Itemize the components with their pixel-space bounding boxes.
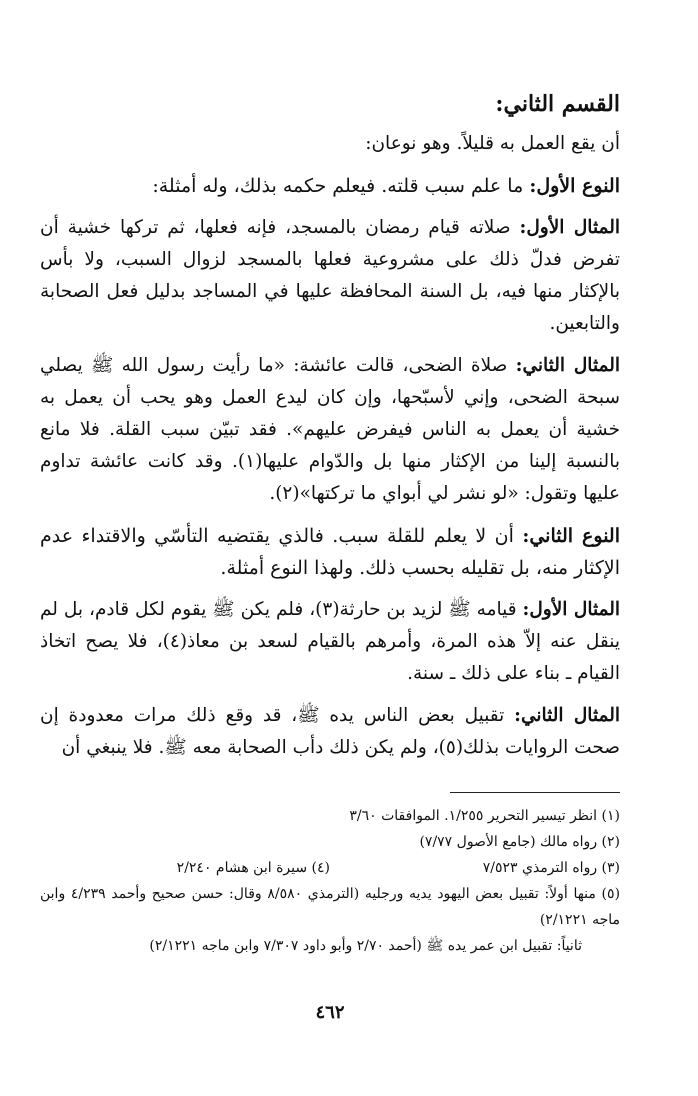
page-number: ٤٦٢ [315,1002,345,1023]
footnote-5-continued: ثانياً: تقبيل ابن عمر يده ﷺ (أحمد ٢/٧٠ وأبو داود ٧/٣٠٧ وابن ماجه ٢/١٢٢١) [149,938,582,954]
type1-text: ما علم سبب قلته. فيعلم حكمه بذلك، وله أمثلة: [152,175,530,197]
footnote-divider [450,792,620,793]
example2-label: المثال الثاني: [515,355,620,376]
type2-text: أن لا يعلم للقلة سبب. فالذي يقتضيه التأسّي والاقتداء عدم الإكثار منه، بل تقليله بحسب ذلك. ولهذا النوع أمثلة. [40,525,620,579]
example4-paragraph [40,700,620,764]
example2-text: صلاة الضحى، قالت عائشة: «ما رأيت رسول الله ﷺ يصلي سبحة الضحى، وإني لأسبّحها، وإن كان ليدع العمل وهو يحب أن يعمل به خشية أن يعمل به الناس فيفرض عليهم». فقد تبيّن سبب القلة. فلا مانع بالنسبة إلينا من الإكثار منها بل والدّوام عليها(١). وقد كانت عائشة تداوم عليها وتقول: «لو نشر لي أبواي ما تركتها»(٢). [40,355,620,504]
example3-paragraph [40,594,620,690]
footnote-5: (٥) منها أولاً: تقبيل بعض اليهود يديه ورجليه (الترمذي ٨/٥٨٠ وقال: حسن صحيح وأحمد ٤/٢٣٩ وابن ماجه ٢/١٢٢١) [40,886,621,928]
intro-paragraph: أن يقع العمل به قليلاً. وهو نوعان: [365,133,620,154]
footnote-3: (٣) رواه الترمذي ٧/٥٢٣ [482,860,620,876]
example1-text: صلاته قيام رمضان بالمسجد، فإنه فعلها، ثم تركها خشية أن تفرض فدلّ ذلك على مشروعية فعلها بالمسجد لزوال السبب، ولا بأس بالإكثار منها فيه، بل السنة المحافظة عليها في المساجد بدليل فعل الصحابة والتابعين. [40,217,620,334]
example3-label: المثال الأول: [522,599,621,620]
page-body [40,80,620,1060]
type1-paragraph [40,170,620,202]
footnote-2: (٢) رواه مالك (جامع الأصول ٧/٧٧) [419,834,620,850]
example1-label: المثال الأول: [519,217,620,238]
type1-label: النوع الأول: [529,175,620,197]
type2-label: النوع الثاني: [522,525,620,547]
footnote-row-3-4 [40,855,620,881]
type2-paragraph [40,520,620,584]
section-heading: القسم الثاني: [495,91,620,117]
example2-paragraph [40,350,620,510]
example1-paragraph [40,212,620,340]
example4-text: تقبيل بعض الناس يده ﷺ، قد وقع ذلك مرات معدودة إن صحت الروايات بذلك(٥)، ولم يكن ذلك دأب الصحابة معه ﷺ. فلا ينبغي أن [40,705,620,758]
example3-text: قيامه ﷺ لزيد بن حارثة(٣)، فلم يكن ﷺ يقوم لكل قادم، بل لم ينقل عنه إلاّ هذه المرة، وأمرهم بالقيام لسعد بن معاذ(٤)، فلا يصح اتخاذ القيام ـ بناء على ذلك ـ سنة. [40,599,621,684]
footnote-4: (٤) سيرة ابن هشام ٢/٢٤٠ [176,860,330,876]
footnote-1: (١) انظر تيسير التحرير ١/٢٥٥. الموافقات ٣/٦٠ [349,808,620,824]
example4-label: المثال الثاني: [514,705,620,726]
